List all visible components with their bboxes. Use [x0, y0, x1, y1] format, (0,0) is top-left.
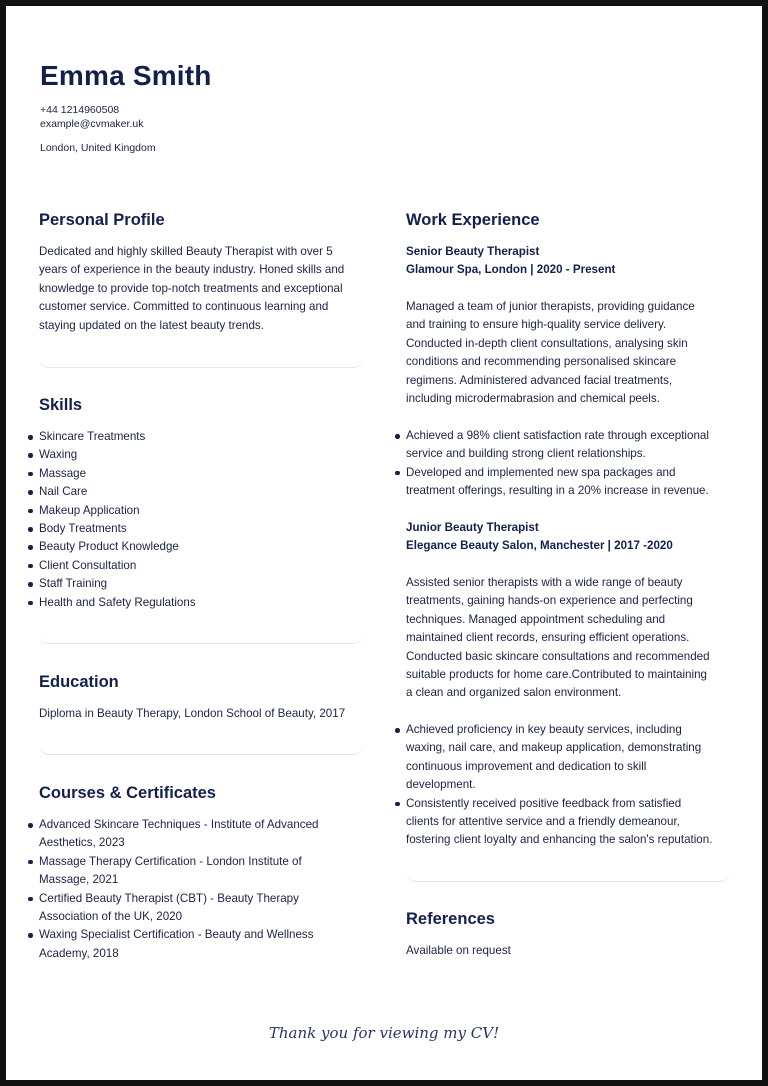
job-description: Assisted senior therapists with a wide range of beauty treatments, gaining hands-on experience and perfecting techniques. Managed appointment scheduling and maintained client records, ensuring efficient operations. Conducted basic skincare consultations and recommended suitable products for home care.Contributed to maintaining a clean and organized salon environment. — [406, 576, 710, 700]
section-divider — [39, 633, 363, 644]
list-item: Massage — [39, 465, 359, 483]
list-item: Achieved a 98% client satisfaction rate through exceptional service and building strong client relationships. — [406, 427, 736, 464]
cv-page — [6, 6, 762, 1080]
location: London, United Kingdom — [40, 142, 156, 154]
job-title: Junior Beauty Therapist — [406, 521, 539, 534]
list-item: Makeup Application — [39, 502, 359, 520]
education-heading: Education — [39, 673, 119, 691]
list-item: Staff Training — [39, 575, 359, 593]
skills-heading: Skills — [39, 396, 83, 414]
job-description: Managed a team of junior therapists, providing guidance and training to ensure high-quality service delivery. Conducted in-depth client consultations, analysing skin conditions and recommending personalised skincare regimens. Administered advanced facial treatments, including microdermabrasion and chemical peels. — [406, 300, 695, 406]
courses-heading: Courses & Certificates — [39, 784, 216, 802]
work-experience-heading: Work Experience — [406, 211, 540, 229]
list-item: Client Consultation — [39, 557, 359, 575]
section-divider — [39, 357, 363, 368]
job-achievements — [406, 427, 736, 501]
email-address: example@cvmaker.uk — [40, 118, 144, 130]
list-item: Nail Care — [39, 483, 359, 501]
job-company-dates: Elegance Beauty Salon, Manchester | 2017 -2020 — [406, 539, 673, 552]
list-item: Beauty Product Knowledge — [39, 538, 359, 556]
job-achievements — [406, 721, 746, 850]
list-item: Developed and implemented new spa packages and treatment offerings, resulting in a 20% increase in revenue. — [406, 464, 736, 501]
list-item: Waxing Specialist Certification - Beauty and Wellness Academy, 2018 — [39, 926, 359, 963]
personal-profile-text: Dedicated and highly skilled Beauty Therapist with over 5 years of experience in the beauty industry. Honed skills and knowledge to provide top-notch treatments and exceptional customer service. Committed to continuous learning and staying updated on the latest beauty trends. — [39, 245, 345, 332]
job-company-dates: Glamour Spa, London | 2020 - Present — [406, 263, 616, 276]
references-text: Available on request — [406, 944, 511, 957]
section-divider — [39, 744, 363, 755]
thank-you-note: Thank you for viewing my CV! — [268, 1024, 500, 1042]
list-item: Waxing — [39, 446, 359, 464]
references-heading: References — [406, 910, 495, 928]
list-item: Achieved proficiency in key beauty services, including waxing, nail care, and makeup application, demonstrating continuous improvement and dedication to skill development. — [406, 721, 746, 795]
list-item: Skincare Treatments — [39, 428, 359, 446]
list-item: Certified Beauty Therapist (CBT) - Beauty Therapy Association of the UK, 2020 — [39, 890, 359, 927]
candidate-name: Emma Smith — [40, 60, 212, 91]
personal-profile-heading: Personal Profile — [39, 211, 165, 229]
education-entry: Diploma in Beauty Therapy, London School of Beauty, 2017 — [39, 707, 346, 720]
job-title: Senior Beauty Therapist — [406, 245, 540, 258]
list-item: Body Treatments — [39, 520, 359, 538]
list-item: Advanced Skincare Techniques - Institute of Advanced Aesthetics, 2023 — [39, 816, 359, 853]
list-item: Massage Therapy Certification - London Institute of Massage, 2021 — [39, 853, 359, 890]
skills-list — [39, 428, 359, 612]
phone-number: +44 1214960508 — [40, 104, 120, 116]
courses-list — [39, 816, 359, 963]
section-divider — [406, 871, 730, 882]
list-item: Consistently received positive feedback from satisfied clients for attentive service and a friendly demeanour, fostering client loyalty and enhancing the salon's reputation. — [406, 795, 746, 850]
list-item: Health and Safety Regulations — [39, 594, 359, 612]
